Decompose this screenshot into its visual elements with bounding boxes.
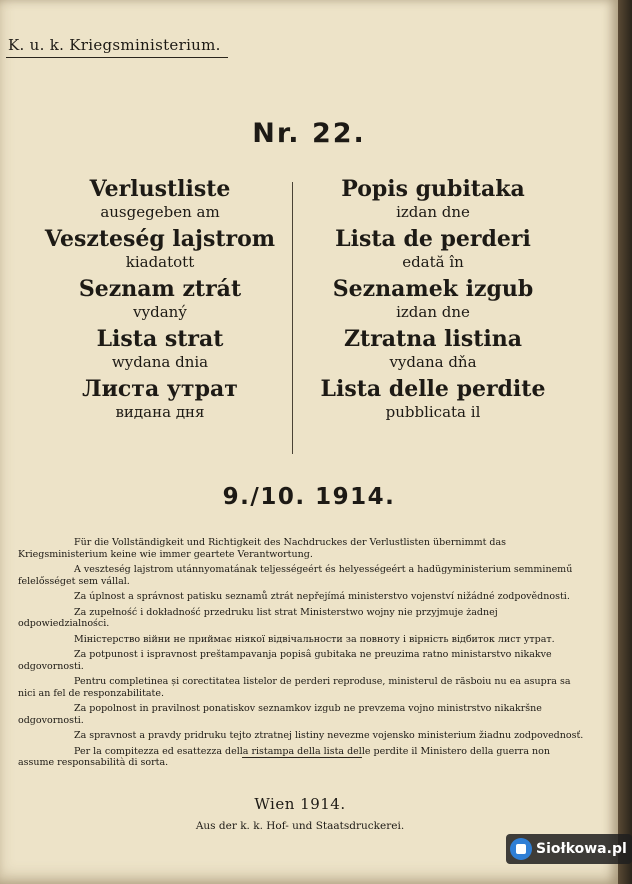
subtitle-text: vydaný xyxy=(133,303,187,321)
disclaimer-romanian: Pentru completinea și corectitatea listelor de perderi reproduse, ministerul de răsboiu nu ea asupra sa nici an fel de responzabilitate. xyxy=(18,676,571,699)
subtitle-text: vydana dňa xyxy=(389,353,477,371)
disclaimer-german: Für die Vollständigkeit und Richtigkeit des Nachdruckes der Verlustlisten übernimmt das Kriegsministerium keine wie immer geartete Verantwortung. xyxy=(18,537,507,560)
title-entry xyxy=(303,375,563,421)
publication-city: Wien 1914. xyxy=(254,795,346,813)
disclaimer-hungarian: A veszteség lajstrom utánnyomatának teljességeért és helyességeért a hadügyministerium semminemű felelősséget sem vállal. xyxy=(18,564,573,587)
title-text: Ztratna listina xyxy=(343,326,522,352)
disclaimer-italian: Per la compitezza ed esattezza della ristampa della lista delle perdite il Ministero della guerra non assume responsabilità di sorta. xyxy=(18,745,550,768)
printer-line: Aus der k. k. Hof- und Staatsdruckerei. xyxy=(195,820,405,832)
right-title-column xyxy=(303,175,563,425)
title-text: Popis gubitaka xyxy=(341,176,525,202)
issue-number: Nr. 22. xyxy=(252,118,366,149)
title-entry xyxy=(303,325,563,371)
subtitle-text: izdan dne xyxy=(396,203,470,221)
title-text: Lista strat xyxy=(96,326,224,352)
subtitle-text: видана дня xyxy=(115,403,205,421)
title-entry xyxy=(303,225,563,271)
subtitle-text: edată în xyxy=(402,253,464,271)
title-text: Листа утрат xyxy=(82,376,238,402)
title-text: Lista de perderi xyxy=(335,226,531,252)
disclaimer-czech: Za úplnost a správnost patisku seznamů ztrát nepřejímá ministerstvo vojenství nižádné zodpovědnosti. xyxy=(74,591,570,602)
title-entry xyxy=(30,275,290,321)
title-entry xyxy=(30,225,290,271)
issue-date: 9./10. 1914. xyxy=(222,484,396,510)
title-text: Seznamek izgub xyxy=(332,276,534,302)
subtitle-text: pubblicata il xyxy=(385,403,481,421)
disclaimer-slovak: Za spravnost a pravdy pridruku tejto ztratnej listiny nevezme vojensko ministerium žiadnu zodpovednosť. xyxy=(74,730,584,741)
subtitle-text: wydana dnia xyxy=(111,353,209,371)
header-rule xyxy=(6,57,228,58)
subtitle-text: ausgegeben am xyxy=(100,203,220,221)
disclaimer-slovene: Za popolnost in pravilnost ponatiskov seznamkov izgub ne prevzema vojno ministrstvo nikakršne odgovornosti. xyxy=(18,703,542,726)
title-entry xyxy=(30,375,290,421)
watermark-logo-icon xyxy=(510,838,532,860)
title-entry xyxy=(303,275,563,321)
title-entry xyxy=(303,175,563,221)
subtitle-text: izdan dne xyxy=(396,303,470,321)
subtitle-text: kiadatott xyxy=(125,253,195,271)
footer-rule xyxy=(242,757,362,758)
watermark-text: Siołkowa.pl xyxy=(536,841,627,857)
title-text: Lista delle perdite xyxy=(320,376,546,402)
disclaimer-croatian: Za potpunost i ispravnost preštampavanja popisâ gubitaka ne preuzima ratno ministarstvo nikakve odgovornosti. xyxy=(18,649,552,672)
disclaimer-ruthenian: Міністерство війни не приймає ніякої відвічальности за повноту і вірність відбиток лист утрат. xyxy=(74,633,555,645)
page-edge xyxy=(618,0,632,884)
left-title-column xyxy=(30,175,290,425)
title-text: Seznam ztrát xyxy=(78,276,242,302)
column-divider xyxy=(292,182,293,454)
title-text: Verlustliste xyxy=(89,176,231,202)
title-text: Veszteség lajstrom xyxy=(44,226,276,252)
ministry-header: K. u. k. Kriegsministerium. xyxy=(8,36,221,54)
title-entry xyxy=(30,175,290,221)
disclaimer-block xyxy=(18,537,584,773)
title-entry xyxy=(30,325,290,371)
disclaimer-polish: Za zupełność i dokładność przedruku list strat Ministerstwo wojny nie przyjmuje żadnej odpowiedzialności. xyxy=(18,606,498,629)
site-watermark xyxy=(506,834,632,864)
